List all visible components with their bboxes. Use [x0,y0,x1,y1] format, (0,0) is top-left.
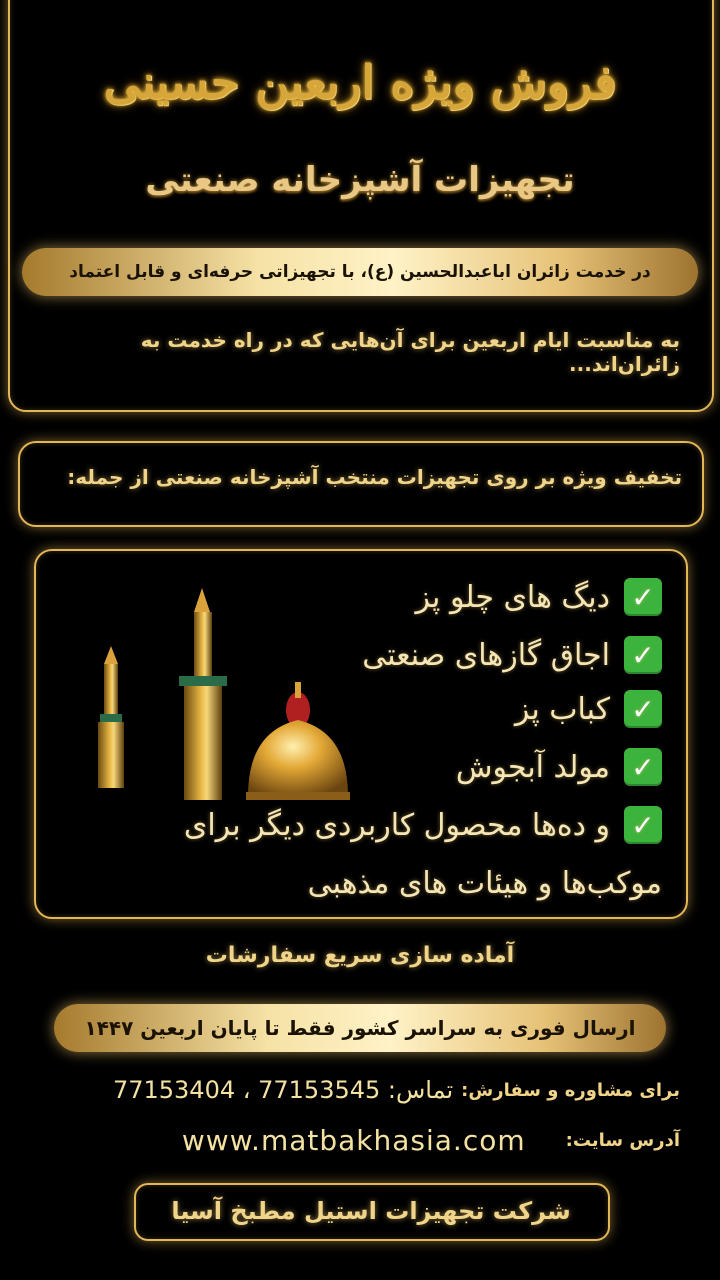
list-item-label: مولد آبجوش [455,749,610,785]
contact-row [40,1070,680,1110]
website-url[interactable]: www.matbakhasia.com [181,1123,526,1157]
golden-dome [246,682,350,800]
shipping-pill [54,1004,666,1052]
list-item [362,636,662,674]
tall-minaret [179,588,227,800]
check-mark-icon: ✓ [624,690,662,728]
intro-pill [22,248,698,296]
list-item-label: دیگ های چلو پز [415,579,610,615]
intro-pill-text: در خدمت زائران اباعبدالحسین (ع)، با تجهیزاتی حرفه‌ای و قابل اعتماد [69,262,651,282]
list-item-label: موکب‌ها و هیئات های مذهبی [307,866,662,901]
check-mark-icon: ✓ [624,578,662,616]
list-item-continuation [308,866,662,901]
promo-subtitle: تجهیزات آشپزخانه صنعتی [145,160,575,200]
list-item [184,806,662,844]
check-mark-icon: ✓ [624,806,662,844]
contact-phones: تماس: 77153545 ، 77153404 [112,1076,454,1104]
list-item-label: و ده‌ها محصول کاربردی دیگر برای [183,807,610,843]
check-mark-icon: ✓ [624,636,662,674]
list-item-label: کباب پز [514,691,610,727]
list-item [416,578,663,616]
preparation-text: آماده سازی سریع سفارشات [205,943,515,968]
promo-title: فروش ویژه اربعین حسینی [103,55,617,109]
company-name: شرکت تجهیزات استیل مطبخ آسیا [171,1197,571,1225]
website-row [40,1120,680,1160]
shipping-pill-text: ارسال فوری به سراسر کشور فقط تا پایان اربعین ۱۴۴۷ [84,1016,636,1040]
contact-label: برای مشاوره و سفارش: [461,1079,680,1101]
intro-text: به مناسبت ایام اربعین برای آن‌هایی که در راه خدمت به زائران‌اند... [140,328,680,376]
website-label: آدرس سایت: [565,1129,680,1151]
list-item [515,690,662,728]
list-item-label: اجاق گازهای صنعتی [362,637,610,673]
list-item [456,748,662,786]
discount-text: تخفیف ویژه بر روی تجهیزات منتخب آشپزخانه صنعتی از جمله: [67,465,682,489]
small-minaret [98,646,124,788]
shrine-illustration [80,582,360,812]
check-mark-icon: ✓ [624,748,662,786]
